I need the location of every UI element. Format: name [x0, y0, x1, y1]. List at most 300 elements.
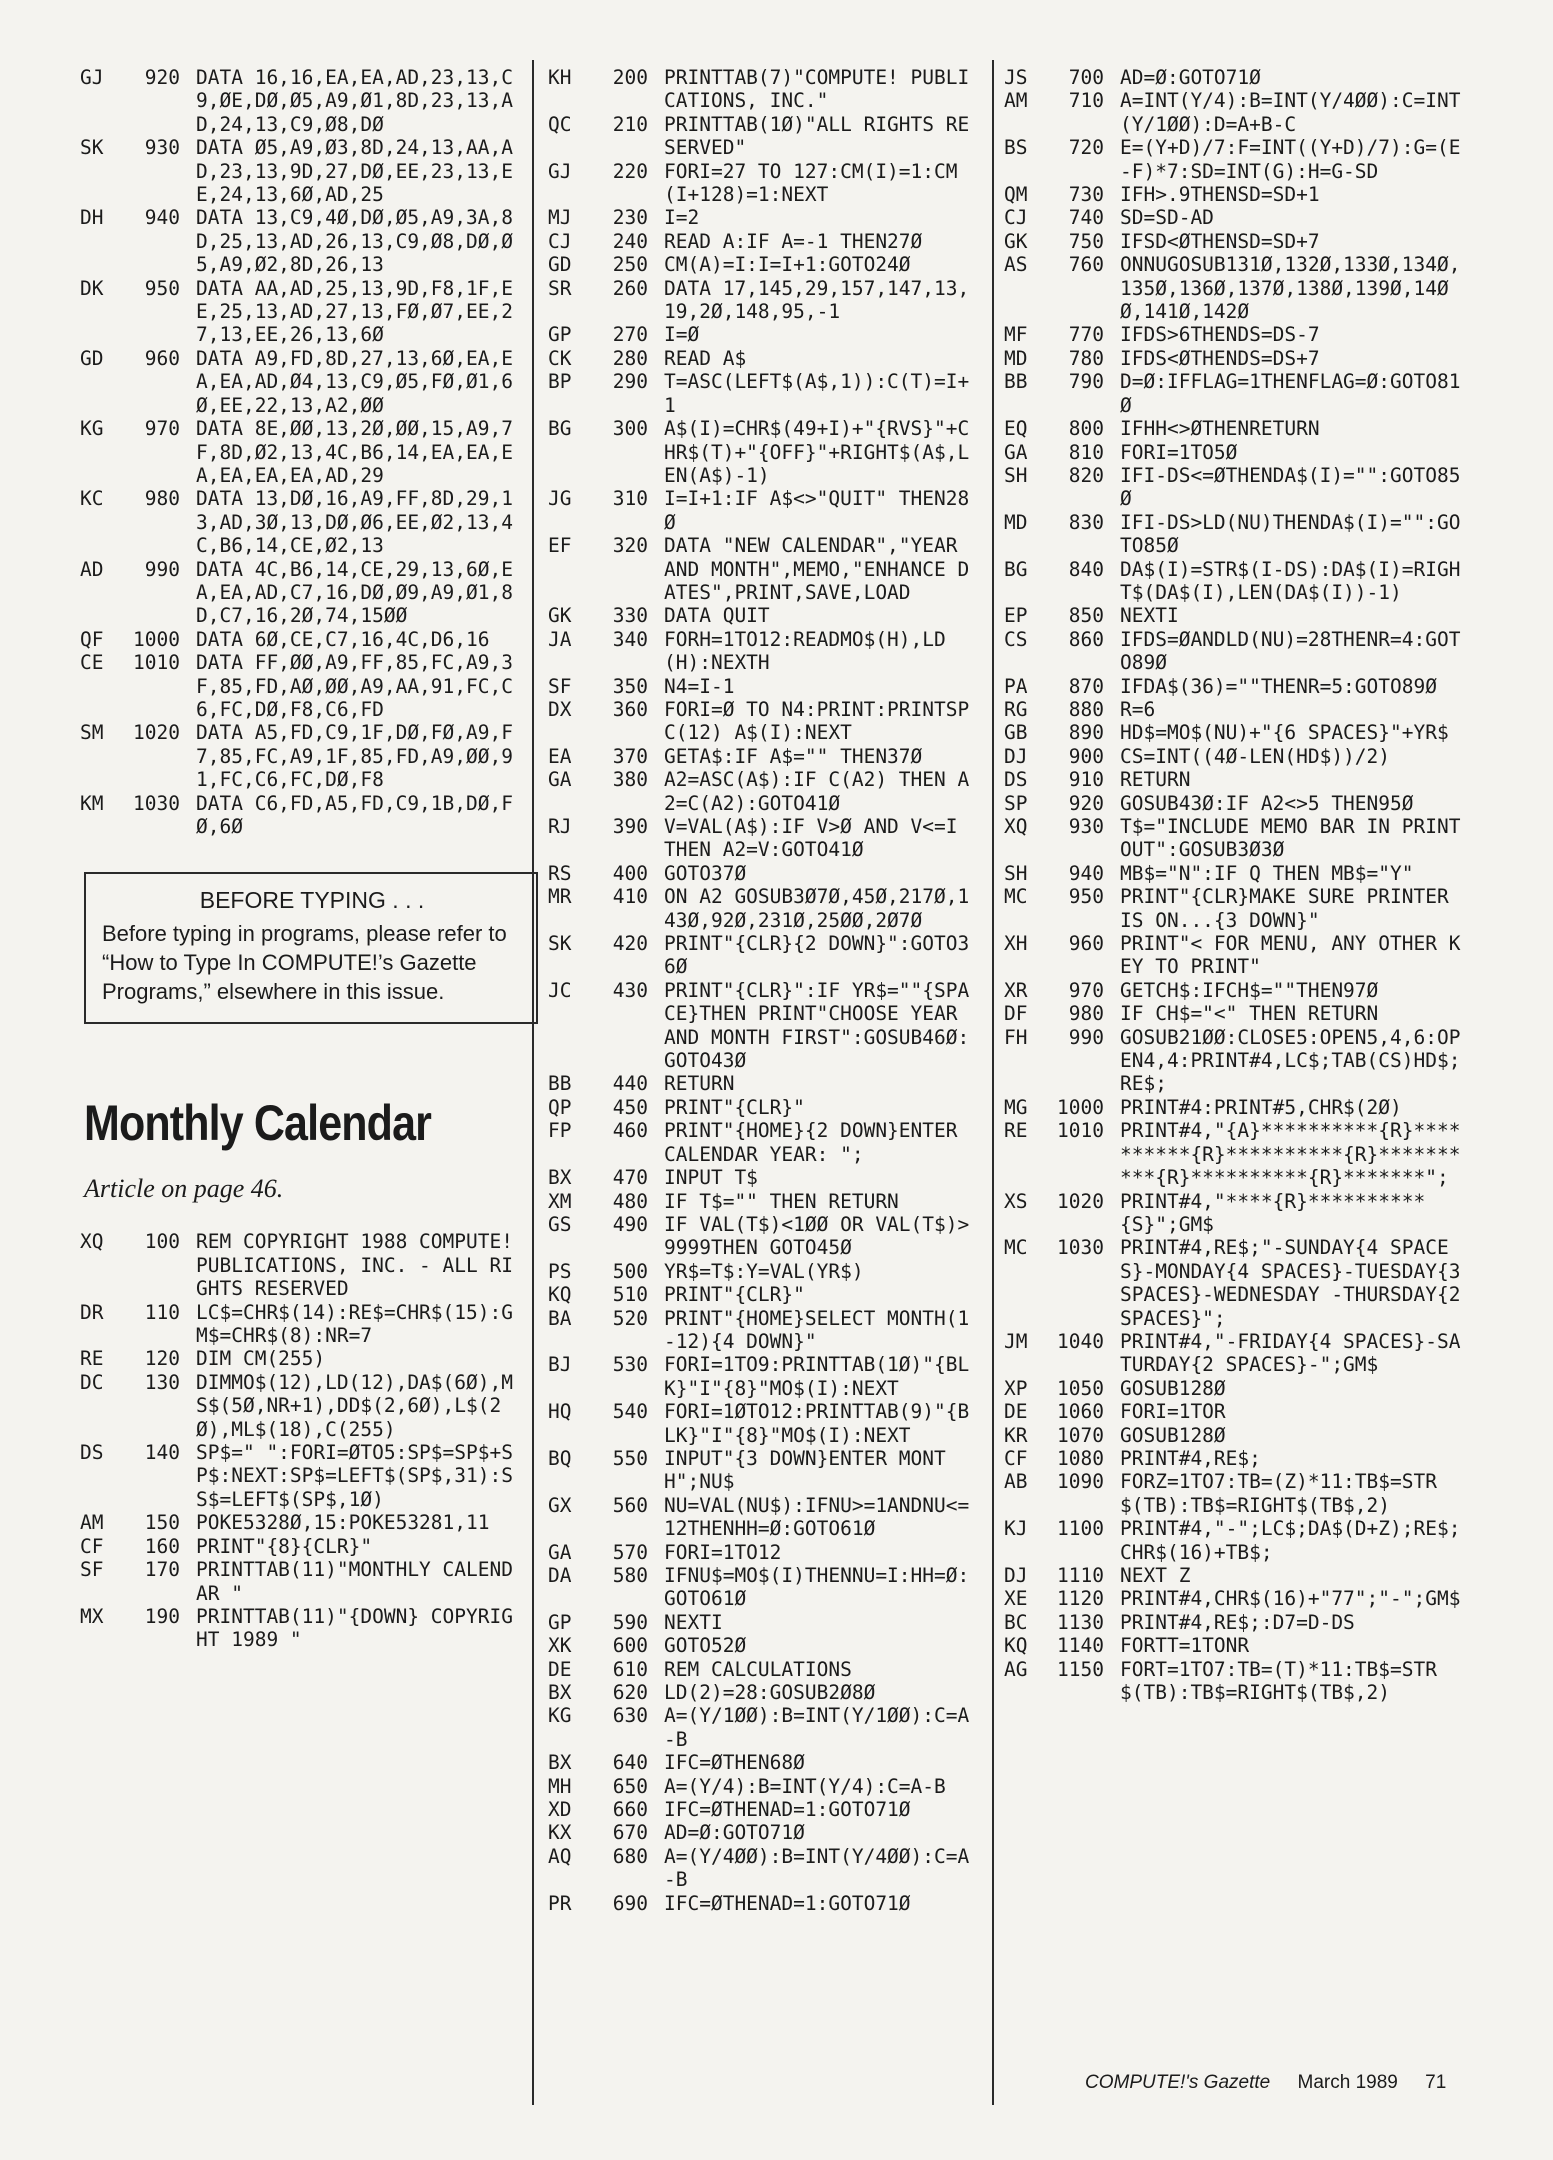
line-number: 490: [612, 1212, 648, 1236]
code-line: [548, 1751, 980, 1774]
line-number: 920: [144, 66, 180, 89]
checksum: GA: [548, 1540, 572, 1564]
checksum: BS: [1004, 136, 1028, 160]
line-number: 710: [1068, 89, 1104, 113]
code-line: [548, 487, 980, 534]
checksum: BP: [548, 370, 572, 394]
code-line: [1004, 1587, 1464, 1610]
code-line: [1004, 1096, 1464, 1119]
line-number: 930: [144, 136, 180, 160]
line-number: 770: [1068, 323, 1104, 347]
code-text: A=(Y/4):B=INT(Y/4):C=A-B: [664, 1774, 946, 1798]
checksum: KM: [80, 791, 104, 815]
code-text: GOSUB128Ø: [1120, 1376, 1226, 1400]
line-number: 640: [612, 1751, 648, 1775]
code-text: FORI=1TO5Ø: [1120, 440, 1238, 464]
code-line: [548, 1704, 980, 1751]
line-number: 500: [612, 1259, 648, 1283]
checksum: DC: [80, 1370, 104, 1394]
code-line: [548, 815, 980, 862]
code-text: PRINTTAB(7)"COMPUTE! PUBLICATIONS, INC.": [664, 66, 970, 113]
code-text: PRINT"{8}{CLR}": [196, 1534, 373, 1558]
code-line: [1004, 1470, 1464, 1517]
checksum: DR: [80, 1300, 104, 1324]
code-text: DATA 6Ø,CE,C7,16,4C,D6,16: [196, 627, 490, 651]
code-line: [548, 698, 980, 745]
code-line: [548, 1307, 980, 1354]
code-text: IFH>.9THENSD=SD+1: [1120, 183, 1320, 207]
code-text: GETA$:IF A$="" THEN37Ø: [664, 744, 923, 768]
line-number: 1130: [1057, 1610, 1104, 1634]
line-number: 980: [1068, 1002, 1104, 1026]
code-text: PRINT"{CLR}":IF YR$=""{SPACE}THEN PRINT"CHOOSE YEAR AND MONTH FIRST":GOSUB46Ø:GOTO43Ø: [664, 978, 970, 1073]
code-text: R=6: [1120, 697, 1156, 721]
code-text: DATA 13,C9,4Ø,DØ,Ø5,A9,3A,8D,25,13,AD,26,13,C9,Ø8,DØ,Ø5,A9,Ø2,8D,26,13: [196, 206, 513, 277]
checksum: KC: [80, 487, 104, 511]
code-line: [1004, 1424, 1464, 1447]
checksum: AM: [80, 1511, 104, 1535]
code-text: PRINTTAB(11)"MONTHLY CALENDAR ": [196, 1558, 513, 1605]
article-title: Monthly Calendar: [84, 1095, 431, 1152]
checksum: DH: [80, 206, 104, 230]
code-line: [1004, 89, 1464, 136]
line-number: 670: [612, 1821, 648, 1845]
checksum: GP: [548, 1610, 572, 1634]
code-line: [548, 1681, 980, 1704]
code-text: PRINT"{CLR}": [664, 1095, 805, 1119]
code-text: IFHH<>ØTHENRETURN: [1120, 417, 1320, 441]
code-line: [548, 1845, 980, 1892]
page-footer: [1085, 2072, 1446, 2094]
line-number: 360: [612, 697, 648, 721]
checksum: CJ: [548, 229, 572, 253]
line-number: 700: [1068, 66, 1104, 89]
checksum: MD: [1004, 346, 1028, 370]
code-text: SD=SD-AD: [1120, 206, 1214, 230]
line-number: 510: [612, 1283, 648, 1307]
checksum: CJ: [1004, 206, 1028, 230]
checksum: EF: [548, 534, 572, 558]
code-line: [80, 417, 520, 487]
code-line: [548, 1166, 980, 1189]
checksum: XS: [1004, 1189, 1028, 1213]
code-text: PRINT#4,RE$;"-SUNDAY{4 SPACES}-MONDAY{4 SPACES}-TUESDAY{3 SPACES}-WEDNESDAY -THURSDAY{2 SPACES}";: [1120, 1236, 1473, 1330]
code-text: DA$(I)=STR$(I-DS):DA$(I)=RIGHT$(DA$(I),LEN(DA$(I))-1): [1120, 557, 1461, 604]
line-number: 600: [612, 1634, 648, 1658]
code-text: RETURN: [1120, 768, 1191, 792]
code-line: [80, 792, 520, 839]
line-number: 560: [612, 1493, 648, 1517]
code-line: [1004, 206, 1464, 229]
code-text: NEXT Z: [1120, 1564, 1191, 1587]
code-text: IFC=ØTHEN68Ø: [664, 1751, 805, 1775]
code-text: PRINT#4,"-";LC$;DA$(D+Z);RE$;CHR$(16)+TB$;: [1120, 1517, 1461, 1564]
line-number: 590: [612, 1610, 648, 1634]
line-number: 540: [612, 1400, 648, 1424]
code-text: ONNUGOSUB131Ø,132Ø,133Ø,134Ø,135Ø,136Ø,137Ø,138Ø,139Ø,14ØØ,141Ø,142Ø: [1120, 253, 1461, 324]
code-text: NU=VAL(NU$):IFNU>=1ANDNU<=12THENHH=Ø:GOTO61Ø: [664, 1493, 970, 1541]
checksum: SH: [1004, 861, 1028, 885]
line-number: 1110: [1057, 1564, 1104, 1587]
line-number: 100: [144, 1230, 180, 1254]
checksum: XH: [1004, 932, 1028, 956]
before-typing-body: Before typing in programs, please refer to “How to Type In COMPUTE!’s Gazette Programs,” elsewhere in this issue.: [102, 921, 507, 1005]
checksum: BX: [548, 1681, 572, 1705]
code-line: [548, 347, 980, 370]
checksum: GS: [548, 1212, 572, 1236]
code-line: [548, 1072, 980, 1095]
line-number: 440: [612, 1072, 648, 1096]
code-line: [1004, 932, 1464, 979]
line-number: 740: [1068, 206, 1104, 230]
checksum: MF: [1004, 323, 1028, 347]
code-line: [548, 1541, 980, 1564]
code-line: [548, 1892, 980, 1915]
checksum: QC: [548, 112, 572, 136]
code-line: [80, 721, 520, 791]
code-line: [80, 1441, 520, 1511]
line-number: 830: [1068, 510, 1104, 534]
code-line: [1004, 815, 1473, 862]
checksum: XQ: [80, 1230, 104, 1254]
checksum: GA: [1004, 440, 1028, 464]
code-line: [80, 66, 520, 136]
checksum: SP: [1004, 791, 1028, 815]
code-text: PRINT#4:PRINT#5,CHR$(2Ø): [1120, 1095, 1402, 1119]
code-text: IF VAL(T$)<1ØØ OR VAL(T$)>9999THEN GOTO45Ø: [664, 1212, 970, 1260]
code-line: [1004, 230, 1464, 253]
code-line: [548, 370, 980, 417]
line-number: 680: [612, 1844, 648, 1868]
line-number: 820: [1068, 463, 1104, 487]
code-line: [548, 1353, 980, 1400]
code-line: [548, 1611, 980, 1634]
code-line: [548, 979, 980, 1073]
checksum: AD: [80, 557, 104, 581]
checksum: RJ: [548, 815, 572, 838]
checksum: PA: [1004, 674, 1028, 698]
code-line: [1004, 768, 1464, 791]
column-2: [548, 66, 980, 1915]
line-number: 1120: [1057, 1587, 1104, 1611]
before-typing-title: BEFORE TYPING . . .: [199, 887, 425, 914]
checksum: SR: [548, 276, 572, 300]
before-typing-box: [84, 872, 538, 1024]
code-text: FORZ=1TO7:TB=(Z)*11:TB$=STR$(TB):TB$=RIGHT$(TB$,2): [1120, 1470, 1437, 1517]
checksum: KR: [1004, 1423, 1028, 1447]
code-text: DATA 13,DØ,16,A9,FF,8D,29,13,AD,3Ø,13,DØ,Ø6,EE,Ø2,13,4C,B6,14,CE,Ø2,13: [196, 487, 513, 558]
checksum: BG: [548, 417, 572, 441]
line-number: 1070: [1057, 1423, 1104, 1447]
code-text: DATA Ø5,A9,Ø3,8D,24,13,AA,AD,23,13,9D,27,DØ,EE,23,13,EE,24,13,6Ø,AD,25: [196, 136, 513, 207]
code-line: [80, 206, 520, 276]
line-number: 630: [612, 1704, 648, 1728]
code-text: NEXTI: [1120, 604, 1179, 628]
code-text: I=I+1:IF A$<>"QUIT" THEN28Ø: [664, 487, 970, 534]
checksum: KX: [548, 1821, 572, 1845]
checksum: XE: [1004, 1587, 1028, 1611]
code-line: [1004, 136, 1464, 183]
code-text: LC$=CHR$(14):RE$=CHR$(15):GM$=CHR$(8):NR=7: [196, 1300, 513, 1348]
checksum: GK: [548, 604, 572, 628]
checksum: XD: [548, 1798, 572, 1822]
line-number: 880: [1068, 697, 1104, 721]
checksum: MJ: [548, 206, 572, 230]
code-text: DIMMO$(12),LD(12),DA$(6Ø),MS$(5Ø,NR+1),DD$(2,6Ø),L$(2Ø),ML$(18),C(255): [196, 1370, 513, 1441]
code-line: [548, 1190, 980, 1213]
code-text: REM CALCULATIONS: [664, 1657, 852, 1681]
code-line: [1004, 511, 1464, 558]
code-text: E=(Y+D)/7:F=INT((Y+D)/7):G=(E-F)*7:SD=INT(G):H=G-SD: [1120, 136, 1461, 183]
line-number: 990: [1068, 1025, 1104, 1049]
code-line: [1004, 885, 1464, 932]
code-text: IFDS=ØANDLD(NU)=28THENR=4:GOTO89Ø: [1120, 627, 1461, 675]
code-text: READ A:IF A=-1 THEN27Ø: [664, 229, 923, 253]
code-text: DATA A5,FD,C9,1F,DØ,FØ,A9,F7,85,FC,A9,1F,85,FD,A9,ØØ,91,FC,C6,FC,DØ,F8: [196, 721, 513, 792]
checksum: AS: [1004, 253, 1028, 277]
code-text: DATA AA,AD,25,13,9D,F8,1F,EE,25,13,AD,27,13,FØ,Ø7,EE,27,13,EE,26,13,6Ø: [196, 276, 513, 347]
line-number: 350: [612, 674, 648, 698]
code-text: GOTO37Ø: [664, 861, 747, 885]
code-line: [80, 136, 520, 206]
checksum: HQ: [548, 1400, 572, 1424]
checksum: JS: [1004, 66, 1028, 89]
checksum: DX: [548, 697, 572, 721]
code-line: [548, 1658, 980, 1681]
checksum: SK: [80, 136, 104, 160]
checksum: MC: [1004, 1236, 1028, 1260]
checksum: BC: [1004, 1610, 1028, 1634]
code-line: [1004, 628, 1464, 675]
line-number: 580: [612, 1564, 648, 1587]
checksum: AB: [1004, 1470, 1028, 1494]
code-line: [1004, 1002, 1464, 1025]
code-line: [548, 885, 980, 932]
line-number: 1030: [1057, 1236, 1104, 1260]
line-number: 730: [1068, 183, 1104, 207]
code-line: [1004, 604, 1464, 627]
checksum: DJ: [1004, 1564, 1028, 1587]
code-line: [1004, 66, 1464, 89]
checksum: JA: [548, 627, 572, 651]
checksum: RE: [80, 1347, 104, 1371]
code-text: PRINTTAB(11)"{DOWN} COPYRIGHT 1989 ": [196, 1604, 513, 1652]
checksum: DJ: [1004, 744, 1028, 768]
code-line: [548, 768, 980, 815]
code-line: [1004, 1377, 1464, 1400]
code-text: POKE5328Ø,15:POKE53281,11: [196, 1511, 490, 1535]
line-number: 1040: [1057, 1329, 1104, 1353]
line-number: 970: [144, 417, 180, 441]
line-number: 1010: [133, 651, 180, 675]
code-line: [80, 1301, 520, 1348]
code-text: A=INT(Y/4):B=INT(Y/4ØØ):C=INT(Y/1ØØ):D=A+B-C: [1120, 89, 1461, 136]
listing-data-block: [80, 66, 520, 838]
column-3: [1004, 66, 1473, 1705]
code-text: GETCH$:IFCH$=""THEN97Ø: [1120, 978, 1379, 1002]
line-number: 650: [612, 1774, 648, 1798]
checksum: GK: [1004, 229, 1028, 253]
code-text: IFI-DS<=ØTHENDA$(I)="":GOTO85Ø: [1120, 463, 1461, 511]
line-number: 970: [1068, 978, 1104, 1002]
line-number: 950: [144, 276, 180, 300]
line-number: 470: [612, 1166, 648, 1190]
checksum: FP: [548, 1119, 572, 1143]
code-text: IFNU$=MO$(I)THENNU=I:HH=Ø:GOTO61Ø: [664, 1564, 970, 1611]
code-text: A=(Y/1ØØ):B=INT(Y/1ØØ):C=A-B: [664, 1704, 970, 1751]
code-line: [80, 558, 520, 628]
code-line: [1004, 1564, 1464, 1587]
checksum: GA: [548, 768, 572, 792]
checksum: KQ: [548, 1283, 572, 1307]
line-number: 690: [612, 1891, 648, 1915]
code-text: DATA "NEW CALENDAR","YEAR AND MONTH",MEMO,"ENHANCE DATES",PRINT,SAVE,LOAD: [664, 534, 970, 604]
code-line: [80, 651, 520, 721]
code-line: [548, 1447, 980, 1494]
checksum: EQ: [1004, 417, 1028, 441]
code-line: [1004, 253, 1464, 323]
checksum: GP: [548, 323, 572, 347]
line-number: 780: [1068, 346, 1104, 370]
checksum: KQ: [1004, 1634, 1028, 1658]
code-line: [1004, 862, 1464, 885]
checksum: DE: [548, 1657, 572, 1681]
checksum: KJ: [1004, 1517, 1028, 1541]
code-text: IFDS<ØTHENDS=DS+7: [1120, 346, 1320, 370]
code-text: FORH=1TO12:READMO$(H),LD(H):NEXTH: [664, 627, 946, 675]
code-line: [548, 1213, 980, 1260]
code-text: PRINT#4,RE$;: [1120, 1446, 1261, 1470]
code-text: I=2: [664, 206, 700, 230]
code-text: HD$=MO$(NU)+"{6 SPACES}"+YR$: [1120, 721, 1449, 745]
checksum: MD: [1004, 510, 1028, 534]
code-text: FORI=1ØTO12:PRINTTAB(9)"{BLK}"I"{8}"MO$(I):NEXT: [664, 1400, 970, 1447]
line-number: 790: [1068, 370, 1104, 394]
checksum: CK: [548, 346, 572, 370]
issue-date: March 1989: [1297, 2072, 1398, 2093]
code-text: A=(Y/4ØØ):B=INT(Y/4ØØ):C=A-B: [664, 1844, 970, 1892]
column-rule-right: [992, 60, 994, 2105]
line-number: 850: [1068, 604, 1104, 628]
code-line: [80, 1230, 525, 1301]
line-number: 260: [612, 276, 648, 300]
checksum: GJ: [80, 66, 104, 89]
code-line: [548, 862, 980, 885]
line-number: 810: [1068, 440, 1104, 464]
code-line: [548, 628, 980, 675]
checksum: GX: [548, 1493, 572, 1517]
code-line: [1004, 183, 1464, 206]
code-line: [1004, 464, 1464, 511]
code-line: [548, 277, 980, 324]
line-number: 340: [612, 627, 648, 651]
checksum: QF: [80, 627, 104, 651]
line-number: 170: [144, 1558, 180, 1582]
code-line: [1004, 1517, 1464, 1564]
code-line: [1004, 1611, 1464, 1634]
code-line: [80, 1535, 520, 1558]
line-number: 950: [1068, 885, 1104, 909]
line-number: 940: [1068, 861, 1104, 885]
code-text: GOSUB128Ø: [1120, 1423, 1226, 1447]
code-line: [548, 1400, 980, 1447]
checksum: BB: [548, 1072, 572, 1096]
code-text: IFSD<ØTHENSD=SD+7: [1120, 229, 1320, 253]
code-text: RETURN: [664, 1072, 735, 1096]
code-text: PRINT#4,CHR$(16)+"77";"-";GM$: [1120, 1587, 1461, 1611]
checksum: RE: [1004, 1119, 1028, 1143]
code-line: [1004, 1330, 1464, 1377]
code-line: [548, 1096, 980, 1119]
code-text: DATA A9,FD,8D,27,13,6Ø,EA,EA,EA,AD,Ø4,13,C9,Ø5,FØ,Ø1,6Ø,EE,22,13,A2,ØØ: [196, 346, 513, 417]
code-text: IFDA$(36)=""THENR=5:GOTO89Ø: [1120, 674, 1437, 698]
line-number: 380: [612, 768, 648, 792]
checksum: BB: [1004, 370, 1028, 394]
line-number: 240: [612, 229, 648, 253]
line-number: 300: [612, 417, 648, 441]
line-number: 370: [612, 744, 648, 768]
line-number: 1020: [133, 721, 180, 745]
checksum: BA: [548, 1306, 572, 1330]
checksum: AG: [1004, 1657, 1028, 1681]
checksum: KG: [80, 417, 104, 441]
checksum: CF: [80, 1534, 104, 1558]
checksum: CS: [1004, 627, 1028, 651]
line-number: 910: [1068, 768, 1104, 792]
checksum: KG: [548, 1704, 572, 1728]
checksum: MR: [548, 885, 572, 909]
checksum: DS: [80, 1441, 104, 1465]
code-text: GOSUB21ØØ:CLOSE5:OPEN5,4,6:OPEN4,4:PRINT#4,LC$;TAB(CS)HD$;RE$;: [1120, 1025, 1461, 1096]
code-text: N4=I-1: [664, 674, 735, 698]
line-number: 310: [612, 487, 648, 511]
line-number: 420: [612, 932, 648, 956]
line-number: 230: [612, 206, 648, 230]
checksum: XP: [1004, 1376, 1028, 1400]
column-rule-left: [532, 60, 534, 2105]
line-number: 890: [1068, 721, 1104, 745]
code-line: [548, 253, 980, 276]
checksum: XM: [548, 1189, 572, 1213]
checksum: RS: [548, 861, 572, 885]
checksum: QM: [1004, 183, 1028, 207]
code-line: [1004, 721, 1464, 744]
line-number: 1140: [1057, 1634, 1104, 1658]
code-text: PRINT"< FOR MENU, ANY OTHER KEY TO PRINT": [1120, 932, 1461, 979]
line-number: 760: [1068, 253, 1104, 277]
checksum: MH: [548, 1774, 572, 1798]
code-text: A$(I)=CHR$(49+I)+"{RVS}"+CHR$(T)+"{OFF}"+RIGHT$(A$,LEN(A$)-1): [664, 417, 970, 487]
code-text: INPUT"{3 DOWN}ENTER MONTH";NU$: [664, 1446, 946, 1494]
code-line: [548, 1775, 980, 1798]
line-number: 1050: [1057, 1376, 1104, 1400]
checksum: QP: [548, 1095, 572, 1119]
checksum: MC: [1004, 885, 1028, 909]
line-number: 960: [1068, 932, 1104, 956]
line-number: 860: [1068, 627, 1104, 651]
line-number: 1100: [1057, 1517, 1104, 1541]
code-line: [80, 277, 520, 347]
checksum: DF: [1004, 1002, 1028, 1026]
code-text: FORI=Ø TO N4:PRINT:PRINTSPC(12) A$(I):NEXT: [664, 697, 970, 745]
checksum: PR: [548, 1891, 572, 1915]
line-number: 400: [612, 861, 648, 885]
line-number: 940: [144, 206, 180, 230]
line-number: 210: [612, 112, 648, 136]
line-number: 1030: [133, 791, 180, 815]
checksum: JM: [1004, 1329, 1028, 1353]
code-line: [1004, 792, 1464, 815]
